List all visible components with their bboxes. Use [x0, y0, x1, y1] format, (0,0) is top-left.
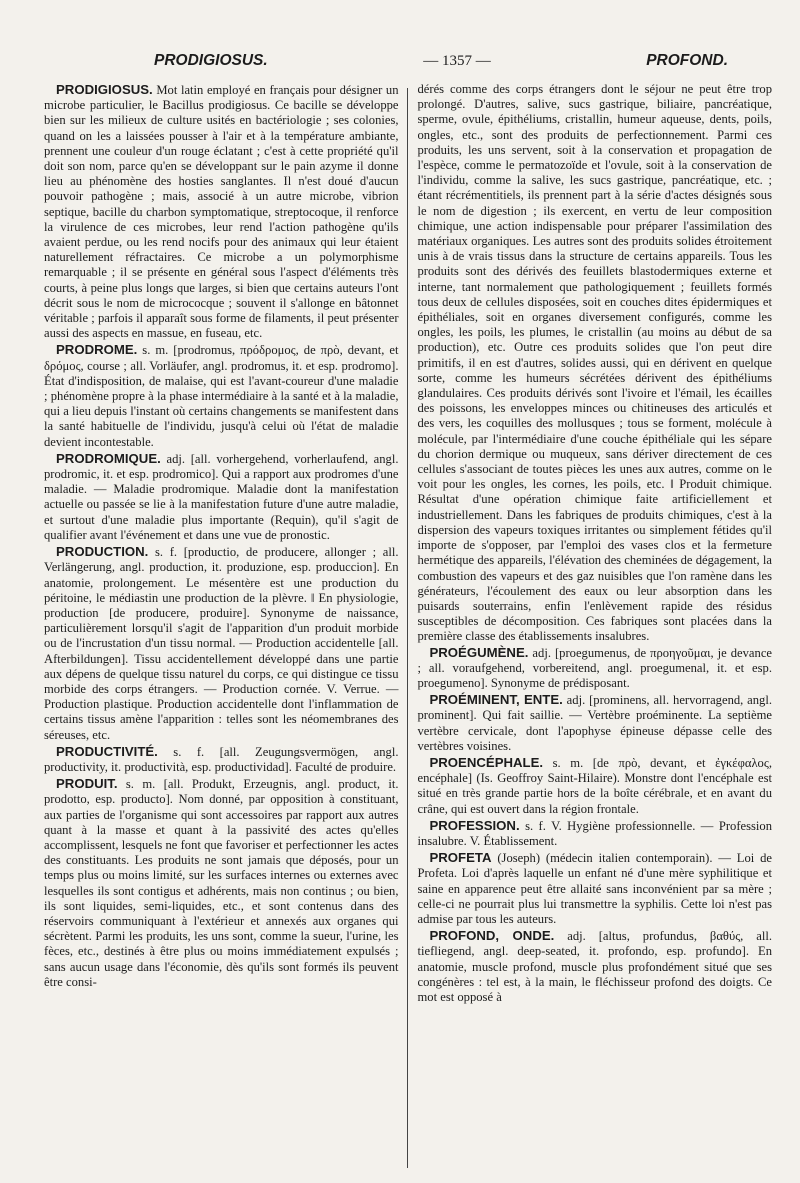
headword: PRODIGIOSUS.: [56, 82, 153, 97]
header-left-word: PRODIGIOSUS.: [154, 52, 268, 69]
headword: PROÉGUMÈNE.: [429, 644, 529, 660]
running-header: [44, 52, 772, 82]
left-column: [44, 82, 407, 1172]
definition: adj. [altus, profundus, βαθύς, all. tiefliegend, angl. deep-seated, it. profondo, esp. profundo]. En anatomie, muscle profond, muscle plus profondément situé que ses congénères : tel est, à la main, le fléchisseur profond des doigts. Ce mot est opposé à: [417, 929, 772, 1004]
definition: (Joseph) (médecin italien contemporain). — Loi de Profeta. Loi d'après laquelle un enfant né d'une mère syphilitique et saine en apparence peut être allaité sans inconvénient par sa mère ; celle-ci ne pourrait plus lui transmettre la syphilis. Cette loi n'est pas admise par tous les auteurs.: [417, 851, 772, 926]
entry: [44, 776, 399, 990]
header-right-word: PROFOND.: [646, 52, 728, 69]
definition: adj. [proegumenus, de προηγοῦμαι, je devance ; all. voraufgehend, vorbereitend, angl. proegumenal, it. et esp. proegumeno]. Synonyme de prédisposant.: [417, 645, 772, 690]
definition: s. f. [all. Zeugungsvermögen, angl. productivity, it. productività, esp. productividad]. Faculté de produire.: [44, 744, 399, 774]
entry: [417, 645, 772, 692]
headword: PRODUIT.: [56, 776, 118, 792]
entry: [44, 82, 399, 341]
entry-continuation: [417, 82, 772, 645]
entry: [417, 850, 772, 927]
headword: PROFESSION.: [429, 817, 520, 833]
entry: [417, 818, 772, 849]
headword: PRODUCTIVITÉ.: [56, 743, 158, 759]
definition: s. f. [productio, de producere, allonger ; all. Verlängerung, angl. production, it. produzione, esp. produccion]. En anatomie, prolongement. Le mésentère est une production du péritoine, le médiastin une production de la plèvre. ‖ En physiologie, production [de producere, produire]. Synonyme de naissance, particulièrement lorsqu'il s'agit de l'apparition d'un produit morbide ou de l'incrustation d'un tissu normal. — Production accidentelle [all. Afterbildungen]. Tissu accidentellement développé dans une partie aux dépens de quelque tissu naturel du corps, ce qui distingue ce tissu morbide des corps étrangers. — Production cornée. V. Verrue. — Production plastique. Production accidentelle dont l'inflammation de certains tissus amène l'apparition : telles sont les néomembranes des séreuses, etc.: [44, 545, 399, 742]
headword: PROÉMINENT, ENTE.: [429, 692, 563, 708]
text-columns: [44, 82, 772, 1172]
headword: PRODROMIQUE.: [56, 450, 161, 466]
entry: [44, 451, 399, 543]
headword: PROENCÉPHALE.: [429, 754, 544, 770]
entry: [44, 342, 399, 449]
definition: s. m. [prodromus, πρόδρομος, de πρὸ, devant, et δρόμος, course ; all. Vorläufer, angl. prodromus, it. et esp. prodromo]. État d'indisposition, de malaise, qui est l'avant-coureur d'une maladie ; phénomène propre à la phase intermédiaire à la santé et à la maladie, qui a lieu depuis l'instant où certains changements se manifestent dans la santé habituelle de l'individu, jusqu'à celui où l'état de maladie devient incontestable.: [44, 343, 399, 449]
right-column: [407, 82, 772, 1172]
page-number: — 1357 —: [423, 53, 491, 69]
entry: [44, 544, 399, 743]
entry: [417, 755, 772, 817]
definition: adj. [all. vorhergehend, vorherlaufend, angl. prodromic, it. et esp. prodromico]. Qui a rapport aux prodromes d'une maladie. — Maladie prodromique. Maladie dont la manifestation actuelle ou passée se lie à la manifestation future d'une autre maladie, et surtout d'une maladie plus importante (Requin), qu'il s'agit de qualifier avant l'événement et dans une vue de pronostic.: [44, 451, 399, 542]
headword: PRODUCTION.: [56, 544, 149, 560]
definition: s. f. V. Hygiène professionnelle. — Profession insalubre. V. Établissement.: [417, 818, 772, 848]
definition: adj. [prominens, all. hervorragend, angl. prominent]. Qui fait saillie. — Vertèbre proéminente. La septième vertèbre cervicale, dont l'apophyse épineuse dépasse celle des vertèbres voisines.: [417, 693, 772, 753]
headword: PROFOND, ONDE.: [429, 928, 555, 944]
headword: PRODROME.: [56, 342, 138, 358]
entry: [417, 692, 772, 754]
definition: Mot latin employé en français pour désigner un microbe particulier, le Bacillus prodigiosus. Ce bacille se développe bien sur les milieux de culture usités en bactériologie ; ses colonies, quand on les a laissées pousser à l'air et à la température ambiante, prennent une couleur d'un rouge éclatant ; c'est à cette propriété qu'il doit son nom, parce qu'en se développant sur le pain azyme il donne lieu au phénomène des hosties sanglantes. Il n'est doué d'aucun pouvoir pathogène ; mais, associé à un autre microbe, vibrion septique, bacille du charbon symptomatique, streptocoque, il renforce la virulence de ces microbes, leur rend l'action pathogène qu'ils avaient perdue, ou les rend nocifs pour des animaux qui leur étaient naturellement réfractaires. Ce microbe a un polymorphisme remarquable ; il se présente en général sous l'aspect d'éléments très courts, à peine plus longs que larges, si bien que certains auteurs l'ont décrit sous le nom de micrococque ; souvent il s'allonge en bâtonnet véritable ; parfois il apparaît sous forme de filaments, il peut présenter aussi des aspects en massue, en fuseau, etc.: [44, 83, 399, 341]
entry: [44, 744, 399, 775]
definition: s. m. [all. Produkt, Erzeugnis, angl. product, it. prodotto, esp. producto]. Nom donné, par opposition à constituant, aux parties de l'organisme qui sont accessoires par rapport aux autres quant à la masse et quant à la passivité des actes qu'elles accomplissent, lesquels ne font que favoriser et perfectionner les actes des constituants. Les produits ne sont jamais que déposés, pour un temps plus ou moins limité, sur les surfaces internes ou externes avec lesquelles ils sont contigus et adhérents, mais non continus ; ou bien, ils sont liquides, semi-liquides, etc., et sont contenus dans des réservoirs communiquant à l'extérieur et annexés aux organes qui sécrètent. Parmi les produits, les uns sont, comme la sueur, l'urine, les fèces, etc., destinés à être plus ou moins immédiatement expulsés ; sans aucun usage dans l'économie, dès qu'ils sont formés ils peuvent être consi-: [44, 777, 399, 989]
definition: s. m. [de πρὸ, devant, et ἐγκέφαλος, encéphale] (Is. Geoffroy Saint-Hilaire). Monstre dont l'encéphale est situé en très grande partie hors de la boîte cérébrale, et en avant du crâne, qui est ouvert dans la région frontale.: [417, 755, 772, 816]
entry: [417, 928, 772, 1005]
definition: dérés comme des corps étrangers dont le séjour ne peut être trop prolongé. D'autres, salive, sucs gastrique, biliaire, pancréatique, sperme, ovule, épithéliums, cristallin, humeur aqueuse, dents, poils, ongles, etc., sont des produits de perfectionnement. Parmi ces produits, les uns servent, soit à la conservation et propagation de l'espèce, comme le permatozoïde et l'ovule, soit à la conservation de l'individu, comme la salive, les sucs gastrique, pancréatique, etc. ; étant récrémentitiels, ils prennent part à la série d'actes désignés sous le nom de digestion ; ils exercent, en vertu de leur composition chimique, une action indispensable pour préparer l'assimilation des matériaux organiques. Les autres sont des produits solides étroitement unis à de vrais tissus dans la structure de certains appareils. Tous les produits sont des dérivés des feuillets blastodermiques externe et interne, tant normalement que pathologiquement ; feuillets formés tous deux de cellules disposées, soit en couches dites épidermiques et épithéliales, soit en organes diversement configurés, comme les ongles, les poils, les plumes, le cristallin (au moins au début de sa production), etc. Outre ces produits solides que l'on peut dire primitifs, il en est d'autres, solides aussi, qui en dérivent en quelque sorte, comme les humeurs sécrétées dérivent des épithéliums glandulaires. Ces produits dérivés sont l'ivoire et l'émail, les écailles des poissons, les enveloppes minces ou chitineuses des articulés et des vers, les coquilles des mollusques ; tous se forment, molécule à molécule, par l'intermédiaire d'une couche épithéliale qui les sépare du chorion dermique ou muqueux, sans dériver directement de ces cellules s'associant de toutes pièces les unes aux autres, comme on le voit pour les ongles, les cornes, les poils, etc. ‖ Produit chimique. Résultat d'une opération chimique faite artificiellement et industriellement. Dans les fabriques de produits chimiques, c'est à la dispersion des vapeurs toxiques irritantes ou simplement fétides qu'il importe de s'opposer, par l'emploi des vases clos et la fermeture hermétique des appareils, l'élévation des cheminées de dégagement, la combustion des vapeurs et des gaz nuisibles que l'on ramène dans les générateurs, l'écoulement des eaux ou leur absorption dans les puisards souterrains, enfin l'enlèvement rapide des résidus susceptibles de décomposition. Ces fabriques sont placées dans la première classe des établissements insalubres.: [417, 82, 772, 644]
headword: PROFETA: [429, 850, 492, 866]
